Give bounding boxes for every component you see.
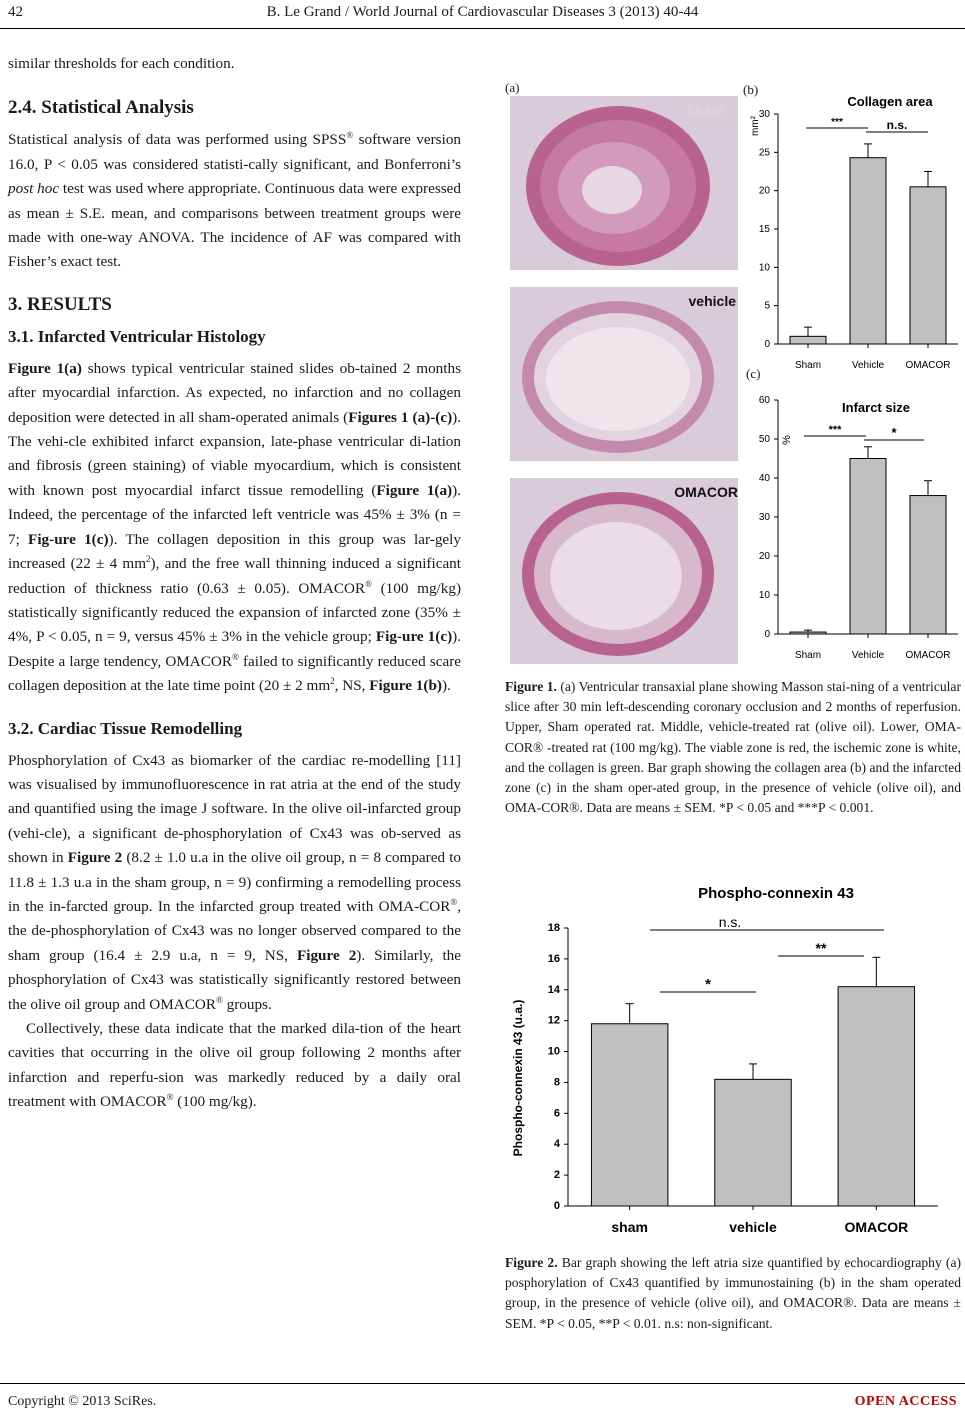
collagen-area-chart xyxy=(738,84,960,374)
significance-label: *** xyxy=(828,424,842,436)
y-tick-label: 5 xyxy=(764,300,770,312)
running-title: B. Le Grand / World Journal of Cardiovascular Diseases 3 (2013) 40-44 xyxy=(266,4,699,20)
page-number: 42 xyxy=(8,4,23,20)
y-tick-label: 20 xyxy=(758,185,770,197)
x-tick-label: vehicle xyxy=(729,1219,777,1235)
panel-c-label: (c) xyxy=(746,366,761,381)
y-tick-label: 6 xyxy=(553,1107,560,1120)
significance-label: * xyxy=(705,976,711,993)
label-omacor: OMACOR xyxy=(674,484,738,500)
bar-sham xyxy=(790,336,826,344)
heart-slice-sham xyxy=(510,96,738,270)
y-tick-label: 0 xyxy=(553,1200,560,1212)
paragraph-collectively: Collectively, these data indicate that the marked dila-tion of the heart cavities that occurring in the olive oil group following 2 months after infarction and reperfu-sion was markedly reduced by a daily oral treatment with OMACOR® (100 mg/kg). xyxy=(8,1020,461,1111)
bar-omacor xyxy=(910,187,946,344)
significance-label: n.s. xyxy=(886,118,908,132)
y-tick-label: 18 xyxy=(547,922,560,934)
copyright: Copyright © 2013 SciRes. xyxy=(8,1394,157,1409)
open-access-label: OPEN ACCESS xyxy=(854,1394,957,1409)
infarct-size-chart xyxy=(738,380,960,670)
y-tick-label: 10 xyxy=(758,590,770,601)
y-axis-label: % xyxy=(781,435,793,445)
x-tick-label: Vehicle xyxy=(851,360,885,371)
heart-slice-omacor xyxy=(510,478,738,664)
paragraph-remodelling: Phosphorylation of Cx43 as biomarker of the cardiac re-modelling [11] was visualised by immunofluorescence in rat atria at the end of the study and quantified using the image J software. In the olive oil-infarcted group (vehi-cle), a significant de-phosphorylation of Cx43 was ob-served as shown in Figure 2 (8.2 ± 1.0 u.a in the olive oil group, n = 8 compared to 11.8 ± 1.3 u.a in the sham group, n = 9) confirming a remodelling process in the in-farcted group. In the infarcted group treated with OMA-COR®, the de-phosphorylation of Cx43 was no longer observed compared to the sham group (16.4 ± 2.9 u.a, n = 9, NS, Figure 2). Similarly, the phosphorylation of Cx43 was statistically significantly restored between the olive oil group and OMACOR® groups. xyxy=(8,751,462,1013)
y-tick-label: 40 xyxy=(758,473,770,484)
histology-image-sham xyxy=(510,96,738,270)
figure1-caption: Figure 1. (a) Ventricular transaxial plane showing Masson stai-ning of a ventricular slice after 30 min left-descending coronary occlusion and 2 months of reperfusion. Upper, Sham operated rat. Middle, vehicle-treated rat (olive oil). Lower, OMA-COR® -treated rat (100 mg/kg). The viable zone is red, the ischemic zone is white, and the collagen is green. Bar graph showing the collagen area (b) and the infarcted zone (c) in the sham oper-ated group, in the presence of vehicle (olive oil), and OMA-COR®. Data are means ± SEM. *P < 0.05 and ***P < 0.001. xyxy=(505,679,961,816)
y-tick-label: 10 xyxy=(547,1045,560,1058)
significance-label: ** xyxy=(815,940,827,956)
histology-image-vehicle xyxy=(510,287,738,461)
x-tick-label: Sham xyxy=(794,360,822,371)
paragraph-histology: Figure 1(a) shows typical ventricular stained slides ob-tained 2 months after myocardial infarction. As expected, no infarction and no collagen deposition were detected in all sham-operated animals (Figures 1 (a)-(c)). The vehi-cle exhibited infarct expansion, late-phase ventricular di-lation and fibrosis (green staining) of viable myocardium, which is consistent with known post myocardial infarct tissue remodelling (Figure 1(a)). Indeed, the percentage of the infarcted left ventricle was 45% ± 3% (n = 7; Fig-ure 1(c)). The collagen deposition in this group was lar-gely increased (22 ± 4 $mm^2$), and the free wall thinning induced a significant reduction of thickness ratio (0.63 ± 0.05). OMACOR® (100 mg/kg) statistically significantly reduced the expansion of infarcted zone (35% ± 4%, P < 0.05, n = 9, versus 45% ± 3% in the vehicle group; Fig-ure 1(c)). Despite a large tendency, OMACOR® failed to significantly reduced scare collagen deposition at the late time point (20 ± 2 $mm^2$, NS, Figure 1(b)). xyxy=(8,359,462,695)
y-tick-label: 4 xyxy=(553,1138,560,1151)
y-tick-label: 15 xyxy=(758,224,770,235)
x-tick-label: OMACOR xyxy=(905,360,951,371)
x-tick-label: OMACOR xyxy=(905,650,951,661)
label-sham: Sham xyxy=(685,102,724,118)
significance-label: * xyxy=(891,425,897,440)
y-axis-label: mm² xyxy=(750,116,761,136)
heading-statistical-analysis: 2.4. Statistical Analysis xyxy=(8,97,194,119)
x-tick-label: Sham xyxy=(794,650,822,661)
footer-rule xyxy=(0,1383,965,1384)
panel-a-label: (a) xyxy=(505,80,520,95)
bar-vehicle xyxy=(850,158,886,344)
significance-label: *** xyxy=(831,117,843,128)
histology-image-omacor xyxy=(510,478,738,664)
bar-omacor xyxy=(910,496,946,634)
heading-histology: 3.1. Infarcted Ventricular Histology xyxy=(8,326,266,346)
left-column xyxy=(8,52,461,1115)
y-tick-label: 0 xyxy=(764,339,770,350)
chart-title: Phospho-connexin 43 xyxy=(698,885,854,902)
header-rule xyxy=(0,28,965,29)
y-tick-label: 50 xyxy=(758,434,770,445)
paragraph-top: similar thresholds for each condition. xyxy=(8,55,235,72)
y-tick-label: 20 xyxy=(758,551,770,562)
bar-sham xyxy=(591,1024,667,1206)
chart-title: Infarct size xyxy=(842,400,910,415)
bar-sham xyxy=(790,632,826,634)
figure2-caption: Figure 2. Bar graph showing the left atria size quantified by echocardiography (a) posphorylation of Cx43 quantified by immunostaining (b) in the sham operated group, in the presence of vehicle (olive oil), and OMACOR®. Data are means ± SEM. *P < 0.05, **P < 0.01. n.s: non-significant. xyxy=(505,1255,962,1331)
heading-tissue-remodelling: 3.2. Cardiac Tissue Remodelling xyxy=(8,718,243,738)
bar-vehicle xyxy=(715,1079,791,1206)
chart-title: Collagen area xyxy=(847,94,933,109)
x-tick-label: sham xyxy=(611,1219,648,1235)
y-tick-label: 25 xyxy=(758,147,770,159)
y-tick-label: 60 xyxy=(758,395,770,406)
y-tick-label: 10 xyxy=(758,262,770,274)
y-tick-label: 16 xyxy=(547,952,560,965)
heading-results: 3. RESULTS xyxy=(8,293,112,315)
y-tick-label: 30 xyxy=(758,512,770,523)
bar-vehicle xyxy=(850,459,886,635)
label-vehicle: vehicle xyxy=(688,293,736,309)
phospho-connexin-chart xyxy=(500,878,960,1238)
y-tick-label: 0 xyxy=(764,629,770,640)
y-axis-label: Phospho-connexin 43 (u.a.) xyxy=(511,999,525,1157)
significance-label: n.s. xyxy=(718,914,742,930)
x-tick-label: OMACOR xyxy=(844,1219,909,1235)
y-tick-label: 2 xyxy=(553,1169,560,1182)
y-tick-label: 14 xyxy=(547,983,560,996)
x-tick-label: Vehicle xyxy=(851,650,885,661)
paragraph-statistics: Statistical analysis of data was performed using SPSS® software version 16.0, P < 0.05 was considered statisti-cally significant, and Bonferroni’s post hoc test was used where appropriate. Continuous data were expressed as mean ± S.E. mean, and comparisons between treatment groups were made with one-way ANOVA. The incidence of AF was compared with Fisher’s exact test. xyxy=(8,130,462,271)
panel-b-label: (b) xyxy=(743,82,759,97)
heart-slice-vehicle xyxy=(510,287,738,461)
y-tick-label: 30 xyxy=(758,109,770,120)
bar-omacor xyxy=(838,987,914,1206)
y-tick-label: 8 xyxy=(553,1076,560,1089)
y-tick-label: 12 xyxy=(547,1014,560,1027)
